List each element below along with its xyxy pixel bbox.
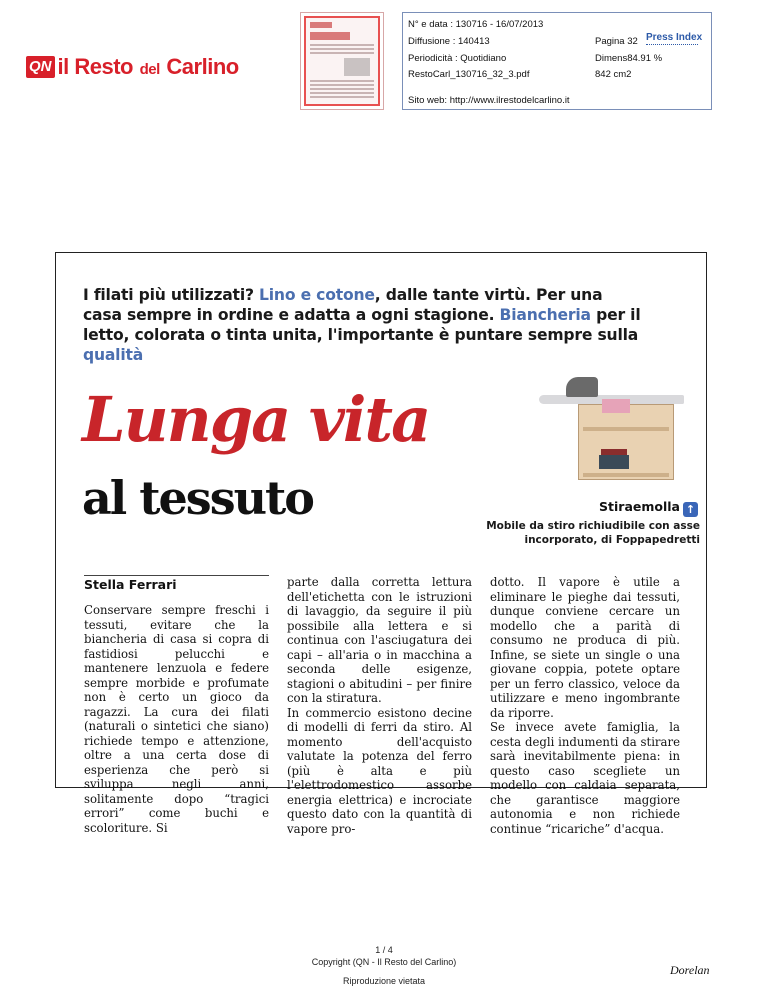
page-number: 1 / 4 [375,945,393,955]
copyright-notice: Copyright (QN - Il Resto del Carlino) [311,957,457,967]
column-1-paragraph: Conservare sempre freschi i tessuti, evitare che la biancheria di casa si copra di fastidiosi pelucchi e mantenere lenzuola e federe sempre morbide e profumate non è certo un gioco da ragazzi. La cura dei filati (naturali o sintetici che siano) richiede tempo e attenzione, oltre a una certa dose di esperienza che però si sviluppa negli anni, solitamente dopo “tragici errori” come buchi e scoloriture. Si [84,603,269,835]
article-lead: I filati più utilizzati? Lino e cotone, dalle tante virtù. Per una casa sempre in ordine e adatta a ogni stagione. Biancheria per il letto, colorata o tinta unita, l'importante è puntare sempre sulla qualità [83,286,641,364]
logo-brand: il Resto del Carlino [57,54,239,79]
lead-highlight: Biancheria [499,306,591,324]
newspaper-logo [26,55,239,79]
page-thumbnail [300,12,384,110]
cloth-shape [602,399,630,413]
lead-highlight: qualità [83,346,144,364]
logo-qn-badge: QN [26,56,55,78]
byline-rule [84,575,269,576]
info-date: N° e data : 130716 - 16/07/2013 [408,19,544,30]
iron-shape [566,377,598,397]
pressindex-logo: Press Index [646,32,703,43]
info-diffusione: Diffusione : 140413 [408,36,490,47]
column-2-paragraph-2: In commercio esistono decine di modelli di ferri da stiro. Al momento dell'acquisto valutate la potenza del ferro (più è alta e più l'elettrodomestico assorbe energia elettrica) e incrociate questo dato con la quantità di vapore pro- [287,705,472,836]
lead-highlight: Lino e cotone [259,286,375,304]
info-file: RestoCarl_130716_32_3.pdf [408,69,530,80]
ironing-cabinet-photo [514,365,694,491]
photo-caption-text: Mobile da stiro richiudibile con asse incorporato, di Foppapedretti [486,520,700,546]
column-3-paragraph-1: dotto. Il vapore è utile a eliminare le pieghe dai tessuti, dunque conviene cercare un modello che a parità di consumo ne produca di più. Infine, se siete un single o una giovane coppia, potete optare per un ferro classico, veloce da utilizzare e meno ingombrante da riporre. [490,575,680,720]
info-area: 842 cm2 [595,69,632,80]
arrow-up-icon: ↑ [683,502,698,517]
info-dimens: Dimens84.91 % [595,53,663,64]
photo-caption-title: Stiraemolla ↑ [504,499,698,517]
article-column-1 [84,603,269,835]
info-periodicita: Periodicità : Quotidiano [408,53,507,64]
article-subheadline: al tessuto [82,471,313,525]
signature: Dorelan [670,963,710,977]
column-3-paragraph-2: Se invece avete famiglia, la cesta degli indumenti da stirare sarà inevitabilmente piena: in questo caso scegliete un modello con caldaia separata, che garantisce maggiore autonomia e non richiede continue “ricariche” d'acqua. [490,720,680,836]
column-2-paragraph-1: parte dalla corretta lettura dell'etichetta con le istruzioni di lavaggio, da seguire il più possibile alla lettera e si continua con l'asciugatura dei capi – all'aria o in macchina a seconda delle esigenze, stagioni o abitudini – per finire con la stiratura. [287,575,472,705]
article-headline: Lunga vita [82,383,430,456]
info-website: Sito web: http://www.ilrestodelcarlino.it [408,95,570,106]
info-pagina: Pagina 32 [595,36,638,47]
article-column-2 [287,575,472,836]
press-info-box [402,12,712,110]
article-byline: Stella Ferrari [84,577,177,592]
article-clipping [55,252,707,836]
cabinet-shape [578,404,674,480]
pressindex-underline [646,44,698,46]
reproduction-notice: Riproduzione vietata [342,976,426,986]
article-column-3 [490,575,680,836]
